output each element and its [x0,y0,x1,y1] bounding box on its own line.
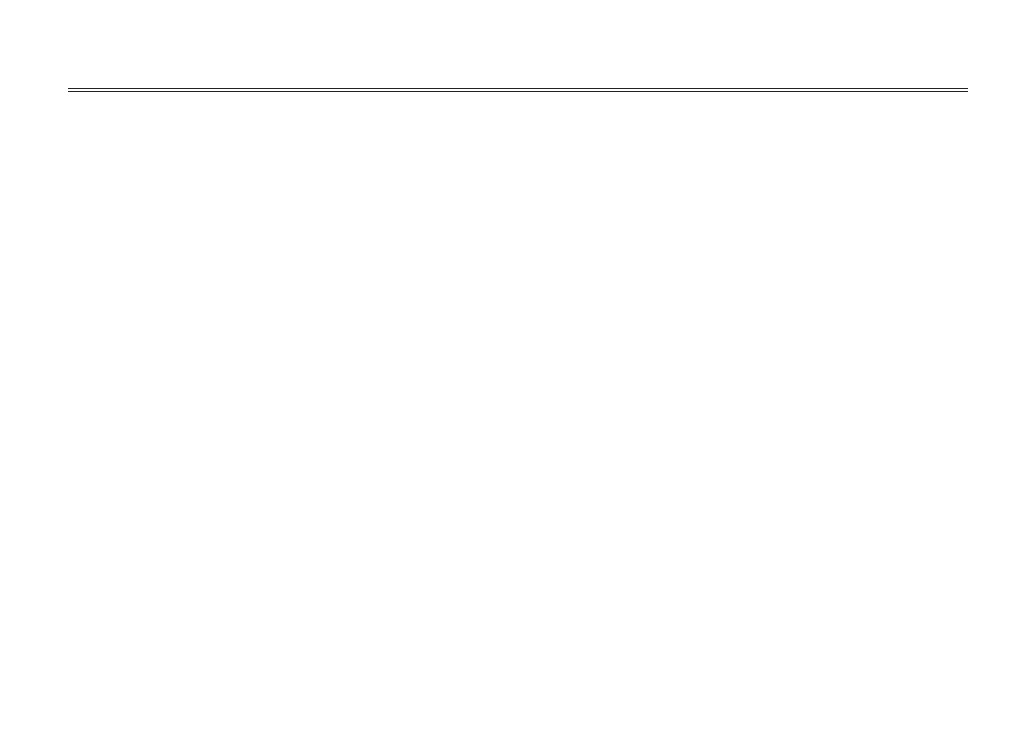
header-rule-double [68,91,968,92]
bottom-article-text [26,448,956,718]
top-article-text [126,100,956,450]
newspaper-header [40,52,988,92]
header-rule [68,88,968,89]
